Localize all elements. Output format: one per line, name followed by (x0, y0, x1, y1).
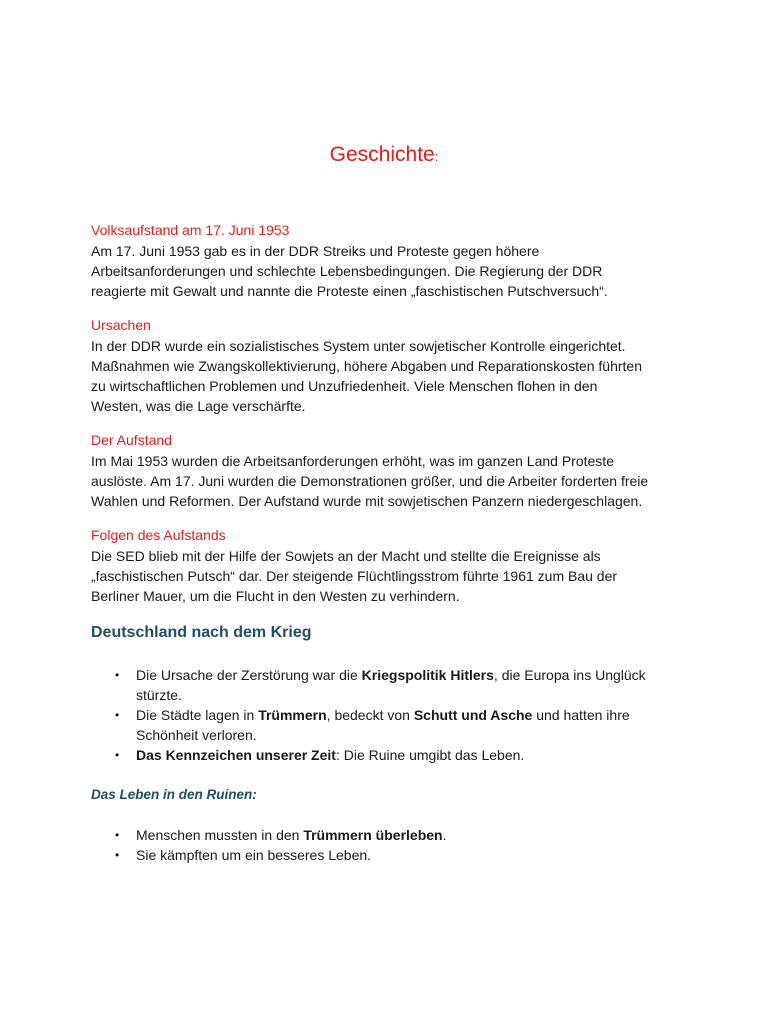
list-item (91, 825, 681, 845)
bullet-text: Sie kämpften um ein besseres Leben. (136, 847, 372, 863)
bullet-text-continuation: stürzte. (136, 687, 182, 703)
text-line: „faschistischen Putsch“ dar. Der steigende Flüchtlingsstrom führte 1961 zum Bau der (91, 568, 618, 584)
section-text-volksaufstand (91, 241, 691, 301)
section-text-aufstand (91, 451, 691, 511)
section-heading-aufstand: Der Aufstand (91, 432, 172, 448)
text-line: In der DDR wurde ein sozialistisches System unter sowjetischer Kontrolle eingerichtet. (91, 338, 626, 354)
bullet-icon: • (115, 708, 120, 722)
section-heading-folgen: Folgen des Aufstands (91, 527, 226, 543)
bullet-list-ruinen (91, 825, 681, 865)
bullet-text: , die Europa ins Unglück (493, 667, 646, 683)
text-line: Westen, was die Lage verschärfte. (91, 398, 306, 414)
text-line: auslöste. Am 17. Juni wurden die Demonstrationen größer, und die Arbeiter forderten freie (91, 473, 649, 489)
bullet-icon: • (115, 748, 120, 762)
page-title (0, 143, 768, 167)
heading-deutschland-nach-dem-krieg: Deutschland nach dem Krieg (91, 624, 312, 641)
list-item (91, 665, 681, 705)
bullet-text-continuation: Schönheit verloren. (136, 727, 257, 743)
section-heading-volksaufstand: Volksaufstand am 17. Juni 1953 (91, 222, 290, 238)
bullet-icon: • (115, 668, 120, 682)
bullet-icon: • (115, 828, 120, 842)
list-item (91, 705, 681, 745)
bullet-icon: • (115, 848, 120, 862)
text-line: zu wirtschaftlichen Problemen und Unzufriedenheit. Viele Menschen flohen in den (91, 378, 598, 394)
bullet-bold-text: Das Kennzeichen unserer Zeit (136, 747, 336, 763)
bullet-bold-text: Kriegspolitik Hitlers (361, 667, 494, 683)
bullet-text: Menschen mussten in den (136, 827, 304, 843)
bullet-bold-text: Trümmern überleben (303, 827, 443, 843)
bullet-bold-text: Trümmern (258, 707, 327, 723)
text-line: Berliner Mauer, um die Flucht in den Westen zu verhindern. (91, 588, 460, 604)
list-item (91, 845, 681, 865)
text-line: reagierte mit Gewalt und nannte die Proteste einen „faschistischen Putschversuch“. (91, 283, 608, 299)
list-item (91, 745, 681, 765)
bullet-text: : Die Ruine umgibt das Leben. (335, 747, 525, 763)
text-line: Arbeitsanforderungen und schlechte Lebensbedingungen. Die Regierung der DDR (91, 263, 603, 279)
bullet-text: Die Städte lagen in (136, 707, 259, 723)
heading-leben-in-den-ruinen: Das Leben in den Ruinen: (91, 787, 257, 802)
bullet-bold-text: Schutt und Asche (413, 707, 533, 723)
section-text-folgen (91, 546, 691, 606)
bullet-text: . (442, 827, 447, 843)
bullet-text: und hatten ihre (532, 707, 630, 723)
section-text-ursachen (91, 336, 691, 416)
bullet-text: Die Ursache der Zerstörung war die (136, 667, 362, 683)
section-heading-ursachen: Ursachen (91, 317, 151, 333)
bullet-text: , bedeckt von (326, 707, 414, 723)
text-line: Am 17. Juni 1953 gab es in der DDR Streiks und Proteste gegen höhere (91, 243, 540, 259)
text-line: Maßnahmen wie Zwangskollektivierung, höhere Abgaben und Reparationskosten führten (91, 358, 643, 374)
text-line: Im Mai 1953 wurden die Arbeitsanforderungen erhöht, was im ganzen Land Proteste (91, 453, 614, 469)
text-line: Wahlen und Reformen. Der Aufstand wurde mit sowjetischen Panzern niedergeschlagen. (91, 493, 643, 509)
text-line: Die SED blieb mit der Hilfe der Sowjets an der Macht und stellte die Ereignisse als (91, 548, 601, 564)
page-title-colon: : (434, 149, 439, 164)
bullet-list-deutschland (91, 665, 681, 765)
page-title-text: Geschichte (329, 143, 435, 166)
